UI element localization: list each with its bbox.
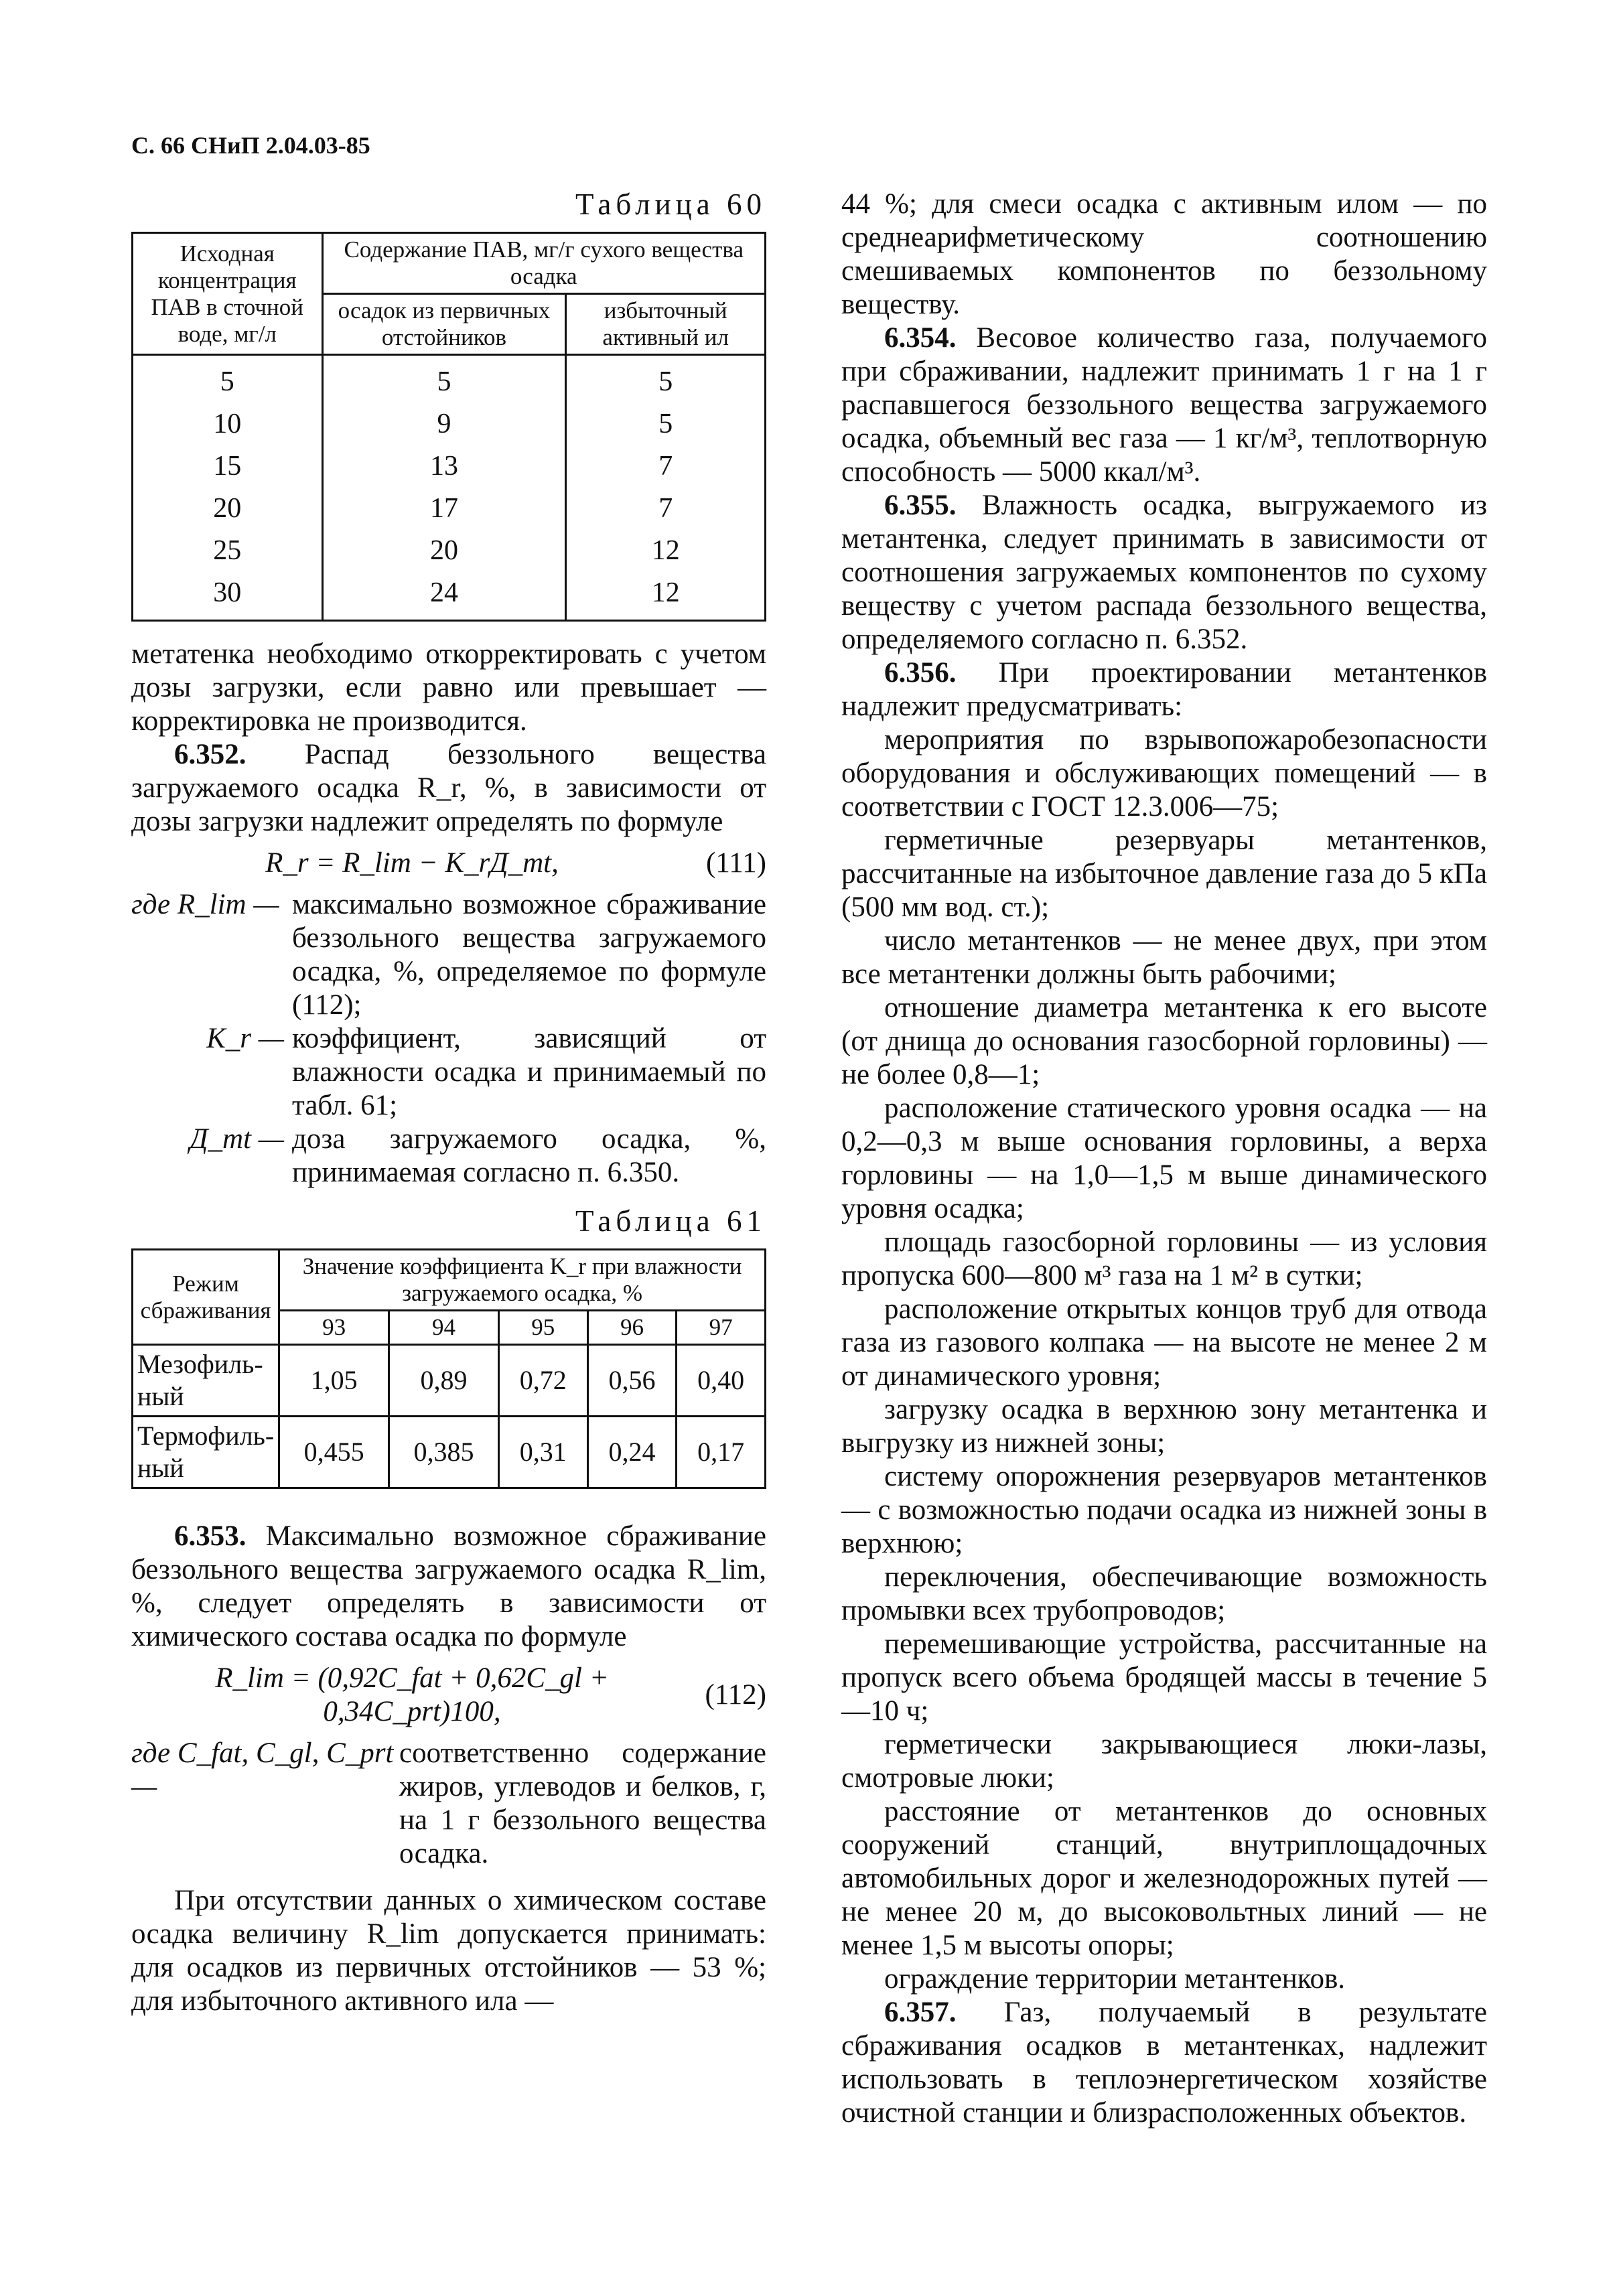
table-row xyxy=(133,355,766,404)
table-cell: 0,72 xyxy=(498,1345,587,1417)
paragraph: метатенка необходимо откорректировать с учетом дозы загрузки, если равно или превышает — корректировка не производится. xyxy=(131,638,766,737)
legend-symbol: где R_lim — xyxy=(131,889,279,920)
moisture-header: 93 xyxy=(279,1311,389,1345)
table-cell: 9 xyxy=(322,403,566,445)
table-cell: 5 xyxy=(566,355,766,404)
table-cell: 0,40 xyxy=(677,1345,766,1417)
legend-entry xyxy=(131,1022,766,1123)
table-cell: 5 xyxy=(322,355,566,404)
table-row xyxy=(133,530,766,572)
table-cell: 5 xyxy=(566,403,766,445)
table-60-caption: Таблица 60 xyxy=(575,188,766,221)
section-text: Распад беззольного вещества загружаемого осадка R_r, %, в зависимости от дозы загрузки надлежит определять по формуле xyxy=(131,739,766,837)
table-cell: 17 xyxy=(322,488,566,530)
formula-111 xyxy=(131,847,766,880)
table-cell: 0,17 xyxy=(677,1417,766,1488)
section-6-355 xyxy=(841,489,1487,656)
table-row xyxy=(133,1345,766,1417)
list-item: площадь газосборной горловины — из условия пропуска 600—800 м³ газа на 1 м² в сутки; xyxy=(841,1226,1487,1291)
section-number: 6.354. xyxy=(884,322,957,354)
table-61 xyxy=(131,1248,766,1489)
section-text: При проектировании метантенков надлежит предусматривать: xyxy=(841,657,1488,722)
table-cell: 12 xyxy=(566,572,766,621)
table-cell: 0,89 xyxy=(389,1345,499,1417)
section-6-354 xyxy=(841,321,1487,489)
legend-text: соответственно содержание жиров, углеводов и белков, г, на 1 г беззольного вещества осадка. xyxy=(399,1737,766,1869)
section-6-356 xyxy=(841,656,1487,723)
right-column xyxy=(841,188,1487,2130)
legend-text: доза загружаемого осадка, %, принимаемая согласно п. 6.350. xyxy=(292,1123,766,1188)
table-60-col3-header: избыточный активный ил xyxy=(566,294,766,355)
table-cell: 10 xyxy=(133,403,323,445)
page-header: С. 66 СНиП 2.04.03-85 xyxy=(131,132,370,159)
table-cell: 25 xyxy=(133,530,323,572)
section-6-353 xyxy=(131,1520,766,1654)
table-cell: 12 xyxy=(566,530,766,572)
table-cell: 13 xyxy=(322,445,566,488)
section-text: Весовое количество газа, получаемого при сбраживании, надлежит принимать 1 г на 1 г распавшегося беззольного вещества загружаемого осадка, объемный вес газа — 1 кг/м³, теплотворную способность — 5000 ккал/м³. xyxy=(841,322,1488,488)
list-item: герметически закрывающиеся люки-лазы, смотровые люки; xyxy=(841,1729,1487,1794)
table-60-col2-header: осадок из первичных отстойников xyxy=(322,294,566,355)
table-60-group-header: Содержание ПАВ, мг/г сухого вещества осадка xyxy=(322,233,766,294)
table-cell: 24 xyxy=(322,572,566,621)
table-cell: 0,385 xyxy=(389,1417,499,1488)
section-number: 6.355. xyxy=(884,490,957,521)
moisture-header: 96 xyxy=(587,1311,677,1345)
mode-cell: Мезофиль-ный xyxy=(133,1345,279,1417)
table-cell: 0,31 xyxy=(498,1417,587,1488)
legend-entry xyxy=(131,888,766,1022)
section-number: 6.353. xyxy=(174,1520,247,1552)
list-item: расположение статического уровня осадка — на 0,2—0,3 м выше основания горловины, а верха горловины — на 1,0—1,5 м выше динамического уровня осадка; xyxy=(841,1092,1487,1224)
list-item: переключения, обеспечивающие возможность промывки всех трубопроводов; xyxy=(841,1561,1487,1626)
list-item: расстояние от метантенков до основных сооружений станций, внутриплощадочных автомобильных дорог и железнодорожных путей — не менее 20 м, до высоковольтных линий — не менее 1,5 м высоты опоры; xyxy=(841,1796,1487,1961)
section-number: 6.352. xyxy=(174,739,247,770)
list-item: расположение открытых концов труб для отвода газа из газового колпака — на высоте не менее 2 м от динамического уровня; xyxy=(841,1293,1487,1392)
section-number: 6.356. xyxy=(884,657,957,689)
table-61-group-header: Значение коэффициента K_r при влажности загружаемого осадка, % xyxy=(279,1250,766,1311)
mode-cell: Термофиль-ный xyxy=(133,1417,279,1488)
formula-112 xyxy=(131,1662,766,1729)
legend-symbol: где C_fat, C_gl, C_prt — xyxy=(131,1737,394,1802)
formula-expression: R_r = R_lim − K_rД_mt, xyxy=(265,847,559,879)
table-row xyxy=(133,445,766,488)
section-text: Влажность осадка, выгружаемого из метантенка, следует принимать в зависимости от соотношения загружаемых компонентов по сухому веществу с учетом распада беззольного вещества, определяемого согласно п. 6.352. xyxy=(841,490,1488,655)
list-item: отношение диаметра метантенка к его высоте (от днища до основания газосборной горловины) — не более 0,8—1; xyxy=(841,992,1487,1090)
legend-symbol: Д_mt — xyxy=(190,1123,284,1155)
paragraph: 44 %; для смеси осадка с активным илом — по среднеарифметическому соотношению смешиваемых компонентов по беззольному веществу. xyxy=(841,188,1487,320)
section-6-352 xyxy=(131,738,766,839)
table-61-caption: Таблица 61 xyxy=(575,1204,766,1238)
legend-entry xyxy=(131,1123,766,1190)
list-item: мероприятия по взрывопожаробезопасности оборудования и обслуживающих помещений — в соответствии с ГОСТ 12.3.006—75; xyxy=(841,724,1487,822)
moisture-header: 97 xyxy=(677,1311,766,1345)
table-row xyxy=(133,1417,766,1488)
list-item: герметичные резервуары метантенков, рассчитанные на избыточное давление газа до 5 кПа (500 мм вод. ст.); xyxy=(841,824,1487,923)
table-row xyxy=(133,572,766,621)
section-text: Газ, получаемый в результате сбраживания осадков в метантенках, надлежит использовать в теплоэнергетическом хозяйстве очистной станции и близрасположенных объектов. xyxy=(841,1997,1487,2129)
formula-number: (112) xyxy=(705,1679,766,1711)
left-column xyxy=(131,188,766,2018)
list-item: загрузку осадка в верхнюю зону метантенка и выгрузку из нижней зоны; xyxy=(841,1394,1487,1459)
table-cell: 20 xyxy=(322,530,566,572)
table-row xyxy=(133,488,766,530)
table-cell: 0,24 xyxy=(587,1417,677,1488)
moisture-header: 94 xyxy=(389,1311,499,1345)
moisture-header: 95 xyxy=(498,1311,587,1345)
list-item: перемешивающие устройства, рассчитанные на пропуск всего объема бродящей массы в течение 5—10 ч; xyxy=(841,1628,1487,1727)
table-cell: 7 xyxy=(566,488,766,530)
table-60-col1-header: Исходная концентрация ПАВ в сточной воде, мг/л xyxy=(133,233,323,355)
legend-text: максимально возможное сбраживание беззольного вещества загружаемого осадка, %, определяемое по формуле (112); xyxy=(292,889,766,1021)
list-item: число метантенков — не менее двух, при этом все метантенки должны быть рабочими; xyxy=(841,925,1487,990)
table-cell: 5 xyxy=(133,355,323,404)
table-cell: 15 xyxy=(133,445,323,488)
legend-entry xyxy=(131,1737,766,1871)
table-60 xyxy=(131,232,766,622)
list-item: систему опорожнения резервуаров метантенков — с возможностью подачи осадка из нижней зоны в верхнюю; xyxy=(841,1461,1487,1559)
list-item: ограждение территории метантенков. xyxy=(884,1963,1345,1995)
paragraph: При отсутствии данных о химическом составе осадка величину R_lim допускается принимать: для осадков из первичных отстойников — 53 %; для избыточного активного ила — xyxy=(131,1885,766,2017)
table-cell: 0,455 xyxy=(279,1417,389,1488)
legend-text: коэффициент, зависящий от влажности осадка и принимаемый по табл. 61; xyxy=(292,1023,766,1121)
legend-symbol: K_r — xyxy=(206,1023,284,1054)
section-6-357 xyxy=(841,1996,1487,2130)
table-61-col1-header: Режим сбраживания xyxy=(133,1250,279,1345)
formula-number: (111) xyxy=(706,847,766,879)
table-cell: 7 xyxy=(566,445,766,488)
table-cell: 0,56 xyxy=(587,1345,677,1417)
formula-expression: R_lim = (0,92C_fat + 0,62C_gl + 0,34C_prt)100, xyxy=(215,1662,609,1727)
section-text: Максимально возможное сбраживание беззольного вещества загружаемого осадка R_lim, %, следует определять в зависимости от химического состава осадка по формуле xyxy=(131,1520,767,1652)
table-cell: 1,05 xyxy=(279,1345,389,1417)
table-cell: 20 xyxy=(133,488,323,530)
section-number: 6.357. xyxy=(884,1997,957,2028)
table-cell: 30 xyxy=(133,572,323,621)
table-row xyxy=(133,403,766,445)
